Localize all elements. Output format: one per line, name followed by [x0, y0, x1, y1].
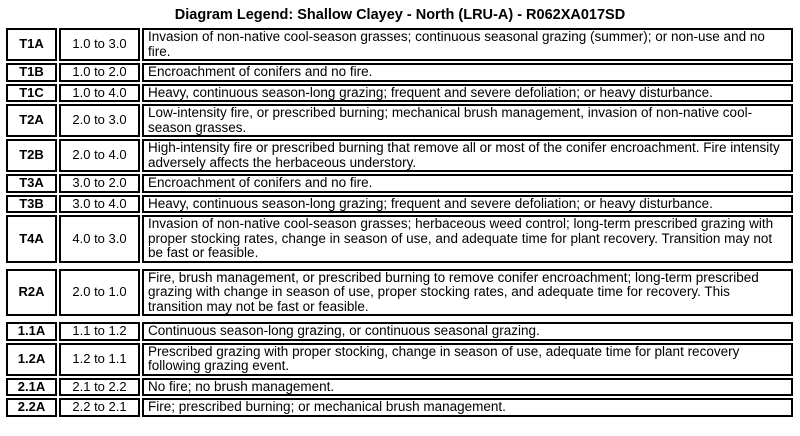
pathway-code-cell: 2.2A: [6, 398, 57, 417]
pathway-code-cell: 1.1A: [6, 322, 57, 341]
legend-table-community-pathways: [4, 320, 795, 419]
legend-row-1.1A: [6, 322, 793, 341]
pathway-code-cell: T3A: [6, 174, 57, 193]
pathway-ratio-cell: 1.0 to 2.0: [59, 63, 140, 82]
pathway-description-cell: Invasion of non-native cool-season grasses; herbaceous weed control; long-term prescribed grazing with proper stocking rates, change in season of use, and adequate time for plant recovery. Transition may not be fast or feasible.: [142, 215, 793, 263]
pathway-ratio-cell: 3.0 to 4.0: [59, 195, 140, 214]
pathway-ratio-cell: 2.0 to 1.0: [59, 269, 140, 317]
legend-table-body: [6, 28, 793, 263]
pathway-ratio-cell: 1.0 to 4.0: [59, 84, 140, 103]
legend-row-T3B: [6, 195, 793, 214]
legend-tables: [4, 26, 800, 419]
pathway-description-cell: Continuous season-long grazing, or continuous seasonal grazing.: [142, 322, 793, 341]
pathway-description-cell: Encroachment of conifers and no fire.: [142, 63, 793, 82]
pathway-ratio-cell: 2.1 to 2.2: [59, 378, 140, 397]
pathway-description-cell: Fire; prescribed burning; or mechanical brush management.: [142, 398, 793, 417]
legend-row-T2A: [6, 104, 793, 137]
legend-table-restoration: [4, 267, 795, 319]
pathway-code-cell: T1B: [6, 63, 57, 82]
pathway-description-cell: Low-intensity fire, or prescribed burning; mechanical brush management, invasion of non-native cool-season grasses.: [142, 104, 793, 137]
pathway-code-cell: T1C: [6, 84, 57, 103]
pathway-description-cell: Encroachment of conifers and no fire.: [142, 174, 793, 193]
pathway-ratio-cell: 2.0 to 4.0: [59, 139, 140, 172]
pathway-ratio-cell: 4.0 to 3.0: [59, 215, 140, 263]
pathway-code-cell: T4A: [6, 215, 57, 263]
pathway-ratio-cell: 1.0 to 3.0: [59, 28, 140, 61]
legend-row-2.1A: [6, 378, 793, 397]
legend-table-body: [6, 269, 793, 317]
legend-row-T2B: [6, 139, 793, 172]
legend-row-T1B: [6, 63, 793, 82]
legend-row-R2A: [6, 269, 793, 317]
legend-row-1.2A: [6, 343, 793, 376]
pathway-code-cell: R2A: [6, 269, 57, 317]
legend-row-T1C: [6, 84, 793, 103]
pathway-code-cell: 1.2A: [6, 343, 57, 376]
legend-row-T3A: [6, 174, 793, 193]
pathway-ratio-cell: 2.0 to 3.0: [59, 104, 140, 137]
pathway-ratio-cell: 1.2 to 1.1: [59, 343, 140, 376]
legend-table-body: [6, 322, 793, 417]
pathway-code-cell: T3B: [6, 195, 57, 214]
legend-row-T1A: [6, 28, 793, 61]
pathway-code-cell: 2.1A: [6, 378, 57, 397]
pathway-code-cell: T1A: [6, 28, 57, 61]
page-title: Diagram Legend: Shallow Clayey - North (LRU-A) - R062XA017SD: [174, 7, 626, 23]
pathway-description-cell: Heavy, continuous season-long grazing; frequent and severe defoliation; or heavy disturbance.: [142, 195, 793, 214]
pathway-description-cell: Invasion of non-native cool-season grasses; continuous seasonal grazing (summer); or non-use and no fire.: [142, 28, 793, 61]
legend-row-T4A: [6, 215, 793, 263]
pathway-code-cell: T2B: [6, 139, 57, 172]
legend-table-transitions: [4, 26, 795, 265]
pathway-ratio-cell: 3.0 to 2.0: [59, 174, 140, 193]
pathway-code-cell: T2A: [6, 104, 57, 137]
legend-row-2.2A: [6, 398, 793, 417]
pathway-description-cell: Fire, brush management, or prescribed burning to remove conifer encroachment; long-term prescribed grazing with change in season of use, proper stocking rates, and adequate time for recovery. This transition may not be fast or feasible.: [142, 269, 793, 317]
pathway-description-cell: Prescribed grazing with proper stocking, change in season of use, adequate time for plant recovery following grazing event.: [142, 343, 793, 376]
pathway-ratio-cell: 1.1 to 1.2: [59, 322, 140, 341]
pathway-description-cell: No fire; no brush management.: [142, 378, 793, 397]
pathway-description-cell: Heavy, continuous season-long grazing; frequent and severe defoliation; or heavy disturbance.: [142, 84, 793, 103]
pathway-description-cell: High-intensity fire or prescribed burning that remove all or most of the conifer encroachment. Fire intensity adversely affects the herbaceous understory.: [142, 139, 793, 172]
pathway-ratio-cell: 2.2 to 2.1: [59, 398, 140, 417]
